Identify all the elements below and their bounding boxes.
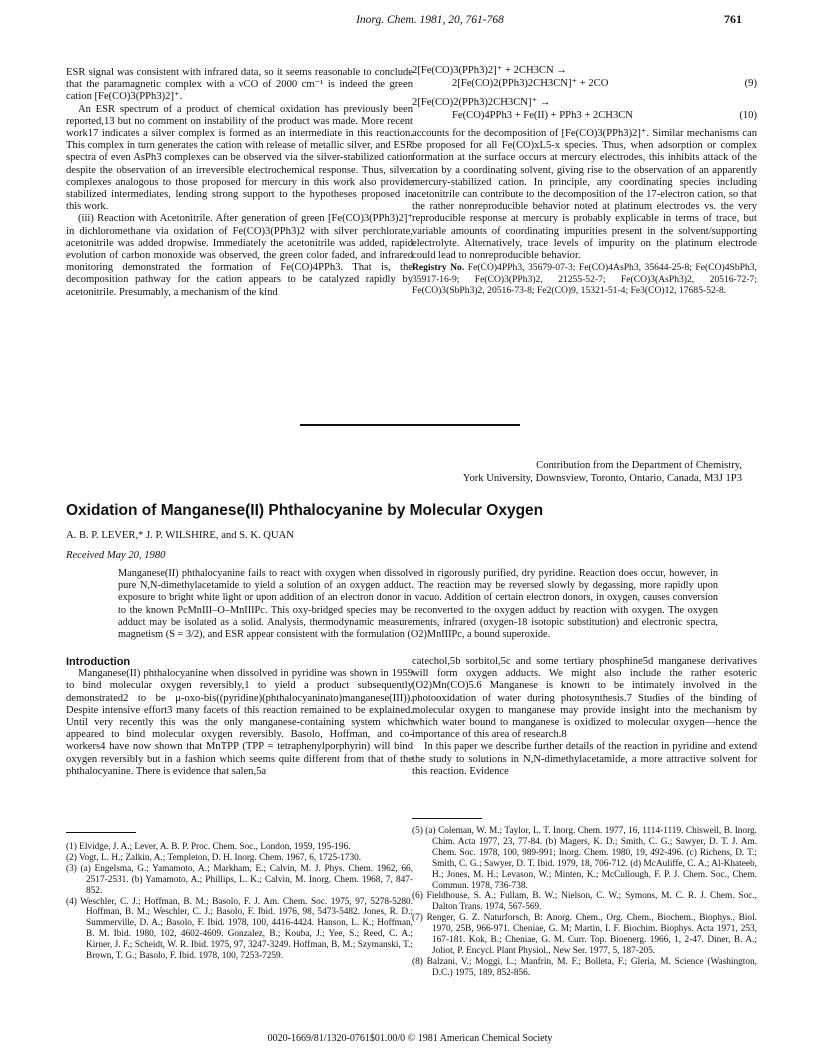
contribution-line: Contribution from the Department of Chemistry, [536,460,742,471]
introduction-left-column [66,656,413,778]
registry-text: Fe(CO)4PPh3, 35679-07-3; Fe(CO)4AsPh3, 35644-25-8; Fe(CO)4SbPh3, 35917-16-9; Fe(CO)3(PPh3)2, 21255-52-7; Fe(CO)3(AsPh3)2, 20516-72-7; Fe(CO)3(SbPh3)2, 20516-73-8; Fe2(CO)9, 15321-51-4; Fe3(CO)12, 17685-52-8. [412,262,758,297]
footnote: (8) Balzani, V.; Moggi, L.; Manfrin, M. F.; Bolleta, F.; Gleria, M. Science (Washington, D.C.) 1975, 189, 852-856. [412,956,757,978]
previous-article-left-column [66,67,413,299]
equation-line: 2[Fe(CO)2(PPh3)2CH3CN]⁺ → [412,97,551,108]
equation-number: (10) [739,110,757,121]
abstract: Manganese(II) phthalocyanine fails to react with oxygen when dissolved in rigorously purified, dry pyridine. Reaction does occur, however, in pure N,N-dimethylacetamide to yield a solution of an oxygen adduct. The reaction may be reversed slowly by degassing, more rapidly upon exposure to bright white light or upon addition of an electron donor in vacuo. Addition of certain electron donors, in oxygen, causes conversion to the known PcMnIII–O–MnIIIPc. This oxy-bridged species may be reconverted to the oxygen adduct by reaction with oxygen. The oxygen adduct may be isolated as a solid. Analysis, thermodynamic measurements, infrared (oxygen-18 isotopic substitution) and electronic spectra, magnetism (S = 3/2), and ESR appear consistent with the formulation (O2)MnIIIPc, a bound superoxide. [118,568,718,641]
footnote: (6) Fieldhouse, S. A.; Fullam, B. W.; Nielson, C. W.; Symons, M. C. R. J. Chem. Soc., Dalton Trans. 1974, 567-569. [412,891,757,913]
equation-number: (9) [744,78,757,89]
section-heading: Introduction [66,656,131,668]
article-authors: A. B. P. LEVER,* J. P. WILSHIRE, and S. K. QUAN [66,530,294,541]
footnote: (5) (a) Coleman, W. M.; Taylor, L. T. Inorg. Chem. 1977, 16, 1114-1119. Chiswell, B. Inorg. Chim. Acta 1977, 23, 77-84. (b) Magers, K. D.; Smith, C. G.; Sawyer, D. T. J. Am. Chem. Soc. 1978, 100, 989-991; Inorg. Chem. 1980, 19, 492-496. (c) Richens, D. T.; Smith, C. G.; Sawyer, D. T. Ibid. 1979, 18, 706-712. (d) McAuliffe, C. A.; Al-Khateeb, H.; Jones, M. H.; Levason, W.; Minten, K.; McCullough, F. P. J. Chem. Soc., Chem. Commun. 1978, 736-738. [412,826,757,891]
body-paragraph: catechol,5b sorbitol,5c and some tertiary phosphine5d manganese derivatives will form oxygen adducts. We might also include the rather esoteric (O2)Mn(CO)5.6 Manganese is known to be intimately involved in the photooxidation of water during photosynthesis.7 Studies of the binding of molecular oxygen to manganese may provide insight into the mechanism by which water bound to manganese is oxidized to molecular oxygen—hence the importance of this area of research.8 [412,656,757,741]
equation-line [412,77,757,90]
body-paragraph: Manganese(II) phthalocyanine when dissolved in pyridine was shown in 1959 to bind molecular oxygen reversibly,1 to yield a product subsequently demonstrated2 to be μ-oxo-bis((pyridine)(phthalocyaninato)manganese(III)). Despite intensive effort3 many facets of this reaction remained to be explained. Until very recently this was the only manganese-containing system which appeared to bind molecular oxygen reversibly. Basolo, Hoffman, and co-workers4 have now shown that MnTPP (TPP = tetraphenylporphyrin) will bind oxygen reversibly but in a fashion which seems quite different from that of the phthalocyanine. There is evidence that salen,5a [66,668,413,777]
footnote: (2) Vogt, L. H.; Zalkin, A.; Templeton, D. H. Inorg. Chem. 1967, 6, 1725-1730. [66,852,362,863]
footnotes-right [412,826,757,979]
registry-label: Registry No. [412,262,465,274]
equation-line-continued: 2[Fe(CO)2(PPh3)2CH3CN]⁺ + 2CO [452,78,609,89]
equation-9 [412,64,757,90]
body-paragraph: In this paper we describe further details of the reaction in pyridine and extend the study to solutions in N,N-dimethylacetamide, a more attractive solvent for this reaction. Evidence [412,741,757,777]
running-head: Inorg. Chem. 1981, 20, 761-768 [356,14,504,26]
footnote-rule [66,832,136,833]
footnotes-left [66,842,413,962]
previous-article-right-column [412,64,757,296]
page-number: 761 [724,12,742,26]
footnote: (3) (a) Engelsma, G.; Yamamoto, A.; Markham, E.; Calvin, M. J. Phys. Chem. 1962, 66, 2517-2531. (b) Yamamoto, A.; Phillips, L. K.; Calvin, M. Inorg. Chem. 1968, 7, 847-852. [66,863,413,896]
footnote-rule [412,818,482,819]
registry-numbers [412,262,757,296]
footnote: (4) Weschler, C. J.; Hoffman, B. M.; Basolo, F. J. Am. Chem. Soc. 1975, 97, 5278-5280. Hoffman, B. M.; Weschler, C. J.; Basolo, F. Ibid. 1976, 98, 5473-5482. Jones, R. D.; Summerville, D. A.; Basolo, F. Ibid. 1978, 100, 4416-4424. Hanson, L. K.; Hoffman, B. M. Ibid. 1980, 102, 4602-4609. Gonzalez, B.; Kouba, J.; Yee, S.; Reed, C. A.; Kirner, J. F.; Scheidt, W. R. Ibid. 1975, 97, 3247-3249. Hoffman, B. M.; Szymanski, T.; Brown, T. G.; Basolo, F. Ibid. 1978, 100, 7253-7259. [66,896,413,962]
equation-line [412,109,757,122]
footnote: (7) Renger, G. Z. Naturforsch, B: Anorg. Chem., Org. Chem., Biochem., Biophys., Biol. 1970, 25B, 966-971. Cheniae, G. M; Martin, I. F. Biochim. Biophys. Acta 1971, 253, 167-181. Kok, B.; Cheniae, G. M. Curr. Top. Bioenerg. 1966, 1, 2-47. Diner, B. A.; Joliot, P. Encycl. Plant Physiol., New Ser. 1977, 5, 187-205. [412,913,757,956]
equation-line: 2[Fe(CO)3(PPh3)2]⁺ + 2CH3CN → [412,65,567,76]
body-paragraph: An ESR spectrum of a product of chemical oxidation has previously been reported,13 but no comment on instability of the product was made. More recent work17 indicates a silver complex is formed as an intermediate in this reaction. This complex in turn generates the cation with release of metallic silver, and ESR spectra of even AsPh3 complexes can be observed via the silver-stabilized cation despite the observation of an irreversible electrochemical response. Thus, silver complexes analogous to those proposed for mercury in this work also provide stabilized intermediates, lending strong support to the hypotheses proposed in this work. [66,103,413,213]
body-paragraph: accounts for the decomposition of [Fe(CO)3(PPh3)2]⁺. Similar mechanisms can be proposed for all Fe(CO)xL5-x species. Thus, when adsorption or complex formation at the surface occurs at mercury electrodes, this inhibits attack of the cation by a coordinating solvent, giving rise to the observation of an apparently mercury-stabilized cation. In principle, any coordinating species including acetonitrile can contribute to the decomposition of the 17-electron cation, so that the rather nonreproducible behavior noted at platinum electrodes vs. the very reproducible response at mercury is probably explicable in terms of trace, but variable amounts of coordinating impurities present in the solvent/supporting electrolyte. Alternatively, trace levels of impurity on the platinum electrode could lead to nonreproducible behavior. [412,128,757,262]
equation-10 [412,96,757,122]
body-paragraph: (iii) Reaction with Acetonitrile. After generation of green [Fe(CO)3(PPh3)2]⁺ in dichloromethane via oxidation of Fe(CO)3(PPh3)2 with silver perchlorate, acetonitrile was added dropwise. Immediately the acetonitrile was added, rapid evolution of carbon monoxide was observed, the green color faded, and infrared monitoring demonstrated the formation of Fe(CO)4PPh3. That is, the decomposition pathway for the cation appears to be catalyzed rapidly by acetonitrile. Presumably, a mechanism of the kind [66,213,413,298]
copyright-line: 0020-1669/81/1320-0761$01.00/0 © 1981 American Chemical Society [267,1033,553,1044]
contribution-affiliation [322,460,742,485]
footnote: (1) Elvidge, J. A.; Lever, A. B. P. Proc. Chem. Soc., London, 1959, 195-196. [66,842,351,852]
received-date: Received May 20, 1980 [66,550,166,561]
equation-line-continued: Fe(CO)4PPh3 + Fe(II) + PPh3 + 2CH3CN [452,110,633,121]
contribution-line: York University, Downsview, Toronto, Ontario, Canada, M3J 1P3 [462,472,742,484]
article-title: Oxidation of Manganese(II) Phthalocyanine by Molecular Oxygen [66,502,544,519]
introduction-right-column [412,656,757,778]
article-separator-rule [300,424,520,426]
body-paragraph: ESR signal was consistent with infrared data, so it seems reasonable to conclude that the paramagnetic complex with a νCO of 2000 cm⁻¹ is indeed the green cation [Fe(CO)3(PPh3)2]⁺. [66,67,413,103]
